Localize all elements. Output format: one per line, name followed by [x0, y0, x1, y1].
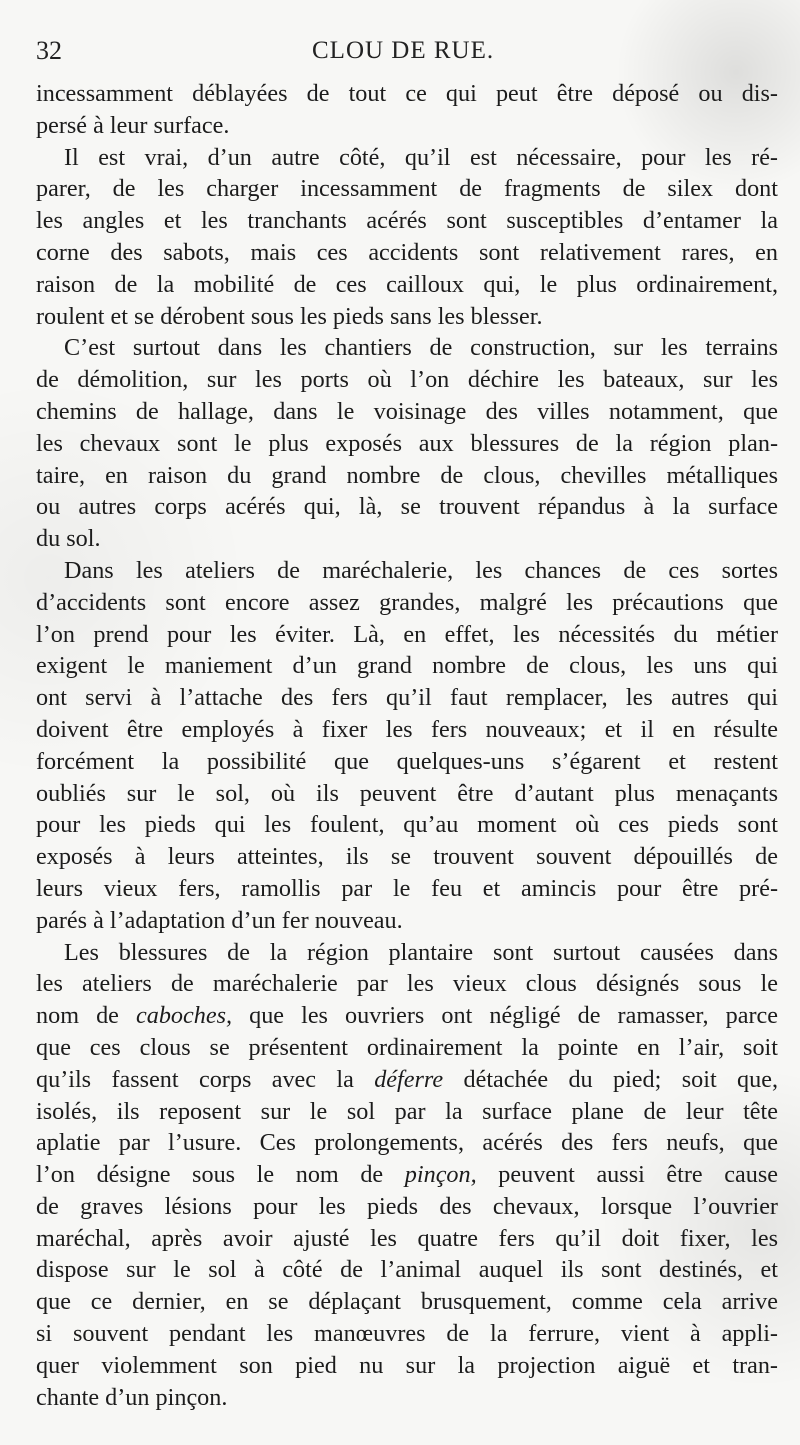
text-line: raison de la mobilité de ces cailloux qui, le plus ordinairement,: [36, 270, 778, 298]
paragraph: [36, 937, 778, 1414]
text-line: d’accidents sont encore assez grandes, malgré les précautions que: [36, 588, 778, 616]
text-line: si souvent pendant les manœuvres de la ferrure, vient à appli-: [36, 1320, 778, 1348]
text-line: aplatie par l’usure. Ces prolongements, acérés des fers neufs, que: [36, 1129, 778, 1157]
text-line: Les blessures de la région plantaire sont surtout causées dans: [64, 938, 778, 966]
text-line: forcément la possibilité que quelques-uns s’égarent et restent: [36, 747, 778, 775]
running-title: CLOU DE RUE.: [312, 37, 495, 64]
text-line: corne des sabots, mais ces accidents sont relativement rares, en: [36, 238, 778, 266]
text-line: pour les pieds qui les foulent, qu’au moment où ces pieds sont: [36, 811, 778, 839]
page-number: 32: [36, 36, 62, 65]
text-line: que ces clous se présentent ordinairement la pointe en l’air, soit: [36, 1033, 778, 1061]
text-line: Il est vrai, d’un autre côté, qu’il est nécessaire, pour les ré-: [64, 143, 778, 171]
text-line: persé à leur surface.: [36, 111, 230, 139]
text-line: ont servi à l’attache des fers qu’il faut remplacer, les autres qui: [36, 684, 778, 712]
text-line: les ateliers de maréchalerie par les vieux clous désignés sous le: [36, 970, 778, 998]
text-line: qu’ils fassent corps avec la déferre détachée du pied; soit que,: [36, 1065, 778, 1093]
page-header: [36, 34, 778, 68]
paragraph: [36, 332, 778, 555]
text-line: leurs vieux fers, ramollis par le feu et amincis pour être pré-: [36, 874, 778, 902]
text-line: que ce dernier, en se déplaçant brusquement, comme cela arrive: [36, 1288, 778, 1316]
text-line: doivent être employés à fixer les fers nouveaux; et il en résulte: [36, 715, 778, 743]
text-line: ou autres corps acérés qui, là, se trouvent répandus à la surface: [36, 493, 778, 521]
text-line: les chevaux sont le plus exposés aux blessures de la région plan-: [36, 429, 778, 457]
text-line: exposés à leurs atteintes, ils se trouvent souvent dépouillés de: [36, 843, 778, 871]
text-line: chemins de hallage, dans le voisinage des villes notamment, que: [36, 397, 778, 425]
text-line: chante d’un pinçon.: [36, 1383, 228, 1411]
body-text: [36, 78, 778, 1413]
text-line: roulent et se dérobent sous les pieds sans les blesser.: [36, 302, 543, 330]
text-line: nom de caboches, que les ouvriers ont négligé de ramasser, parce: [36, 1002, 778, 1030]
text-line: dispose sur le sol à côté de l’animal auquel ils sont destinés, et: [36, 1256, 778, 1284]
text-line: isolés, ils reposent sur le sol par la surface plane de leur tête: [36, 1097, 778, 1125]
text-line: taire, en raison du grand nombre de clous, chevilles métalliques: [36, 461, 778, 489]
text-line: du sol.: [36, 525, 101, 553]
paragraph: [36, 555, 778, 937]
text-line: l’on prend pour les éviter. Là, en effet, les nécessités du métier: [36, 620, 778, 648]
text-line: de graves lésions pour les pieds des chevaux, lorsque l’ouvrier: [36, 1192, 778, 1220]
text-line: exigent le maniement d’un grand nombre de clous, les uns qui: [36, 652, 778, 680]
text-line: parer, de les charger incessamment de fragments de silex dont: [36, 175, 778, 203]
text-line: parés à l’adaptation d’un fer nouveau.: [36, 906, 403, 934]
text-line: de démolition, sur les ports où l’on déchire les bateaux, sur les: [36, 366, 778, 394]
text-line: incessamment déblayées de tout ce qui peut être déposé ou dis-: [36, 80, 778, 107]
text-line: l’on désigne sous le nom de pinçon, peuvent aussi être cause: [36, 1161, 778, 1189]
text-line: Dans les ateliers de maréchalerie, les chances de ces sortes: [64, 556, 778, 584]
text-line: oubliés sur le sol, où ils peuvent être d’autant plus menaçants: [36, 779, 778, 807]
text-line: quer violemment son pied nu sur la projection aiguë et tran-: [36, 1351, 778, 1379]
text-line: maréchal, après avoir ajusté les quatre fers qu’il doit fixer, les: [36, 1224, 778, 1252]
paragraph: [36, 142, 778, 333]
text-line: C’est surtout dans les chantiers de construction, sur les terrains: [64, 334, 778, 362]
paragraph: [36, 78, 778, 142]
text-line: les angles et les tranchants acérés sont susceptibles d’entamer la: [36, 207, 778, 235]
